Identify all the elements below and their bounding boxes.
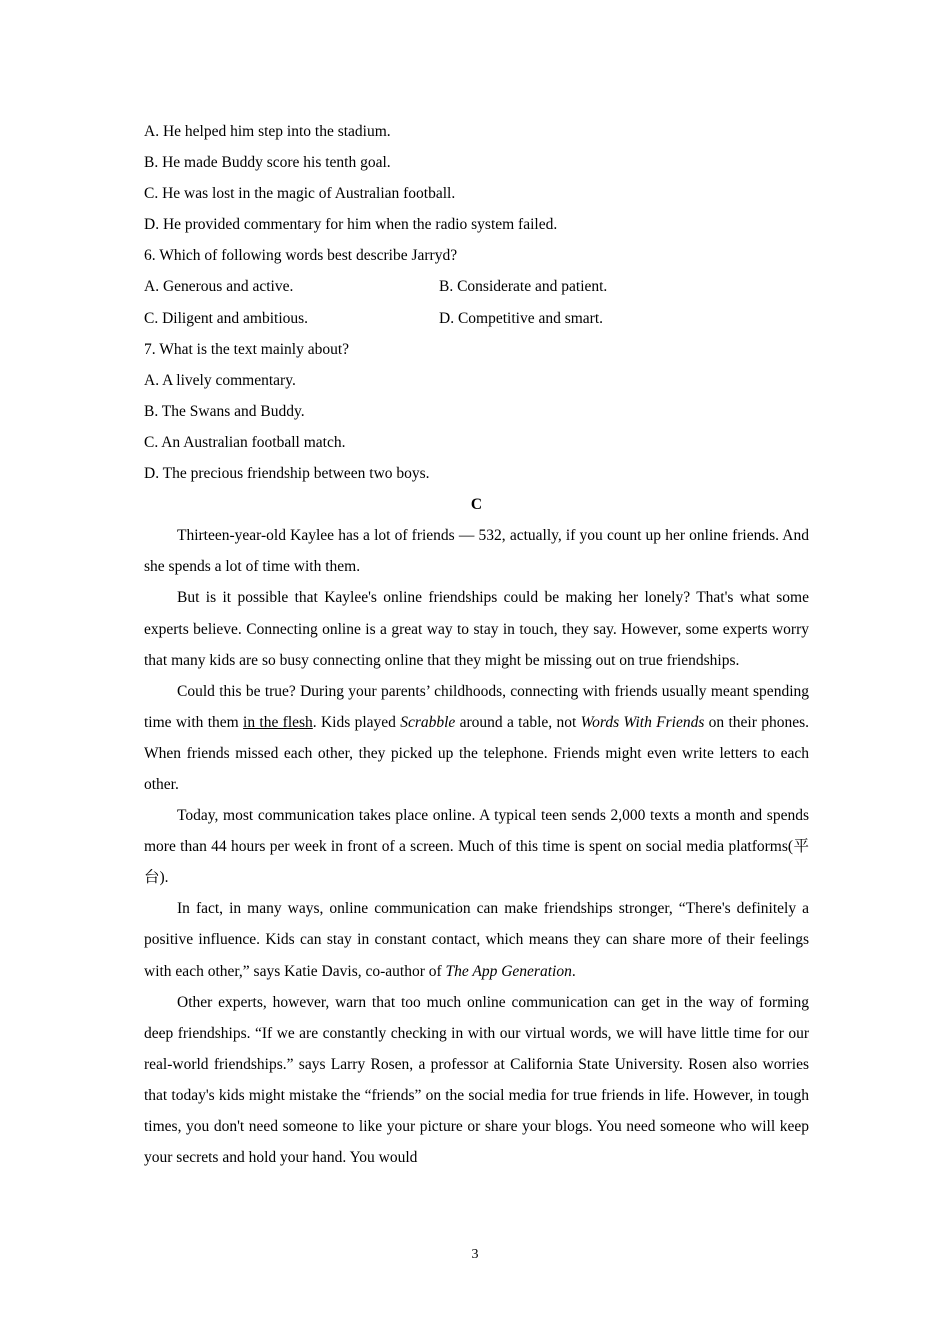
q6-option-c: C. Diligent and ambitious.: [144, 309, 309, 327]
q7-option-b: B. The Swans and Buddy.: [144, 402, 305, 420]
underlined-phrase: in the flesh: [243, 713, 313, 731]
q5-option-c: C. He was lost in the magic of Australian football.: [144, 185, 456, 203]
q5-option-b: B. He made Buddy score his tenth goal.: [144, 154, 391, 172]
document-page: [144, 116, 809, 1173]
paragraph-4: Today, most communication takes place online. A typical teen sends 2,000 texts a month and spends more than 44 hours per week in front of a screen. Much of this time is spent on social media platforms(平台).: [144, 807, 809, 887]
q6-option-a: A. Generous and active.: [144, 278, 294, 296]
paragraph-3-text-d: on their phones. When friends missed each other, they picked up the telephone. Friends might even write letters to each other.: [144, 713, 810, 793]
q6-options-row-2: [144, 303, 809, 334]
q7-option-a: A. A lively commentary.: [144, 371, 296, 389]
q6-stem: 6. Which of following words best describe Jarryd?: [144, 247, 458, 265]
paragraph-5: [144, 893, 809, 986]
paragraph-6: Other experts, however, warn that too much online communication can get in the way of forming deep friendships. “If we are constantly checking in with our virtual words, we will have little time for our real-world friendships.” says Larry Rosen, a professor at California State University. Rosen also worries that today's kids might mistake the “friends” on the social media for true friends in life. However, in tough times, you don't need someone to like your picture or share your blogs. You need someone who will keep your secrets and hold your hand. You would: [144, 993, 809, 1167]
paragraph-3-text-a: Could this be true? During your parents’ childhoods, connecting with friends usually meant spending time with them: [144, 682, 809, 731]
q7-option-c: C. An Australian football match.: [144, 433, 346, 451]
q6-option-b: B. Considerate and patient.: [439, 278, 608, 296]
paragraph-5-text-b: .: [571, 962, 576, 980]
paragraph-1: Thirteen-year-old Kaylee has a lot of friends — 532, actually, if you count up her online friends. And she spends a lot of time with them.: [144, 527, 809, 576]
paragraph-3-text-c: around a table, not: [455, 713, 581, 731]
paragraph-5-text-a: In fact, in many ways, online communication can make friendships stronger, “There's definitely a positive influence. Kids can stay in constant contact, which means they can share more of their feelings with each other,” says Katie Davis, co-author of: [144, 900, 809, 980]
section-heading: C: [470, 496, 483, 514]
q6-option-d: D. Competitive and smart.: [439, 309, 604, 327]
q7-stem: 7. What is the text mainly about?: [144, 340, 350, 358]
paragraph-3: [144, 676, 809, 800]
paragraph-2: But is it possible that Kaylee's online friendships could be making her lonely? That's what some experts believe. Connecting online is a great way to stay in touch, they say. However, some experts worry that many kids are so busy connecting online that they might be missing out on true friendships.: [144, 589, 809, 669]
scrabble-title: Scrabble: [400, 713, 456, 731]
q6-options-row-1: [144, 271, 809, 302]
q5-option-a: A. He helped him step into the stadium.: [144, 123, 391, 140]
words-with-friends-title: Words With Friends: [580, 713, 705, 731]
paragraph-3-text-b: . Kids played: [312, 713, 401, 731]
q7-option-d: D. The precious friendship between two boys.: [144, 465, 430, 483]
book-title: The App Generation: [445, 962, 572, 980]
page-number: 3: [471, 1247, 479, 1262]
q5-option-d: D. He provided commentary for him when the radio system failed.: [144, 216, 558, 234]
